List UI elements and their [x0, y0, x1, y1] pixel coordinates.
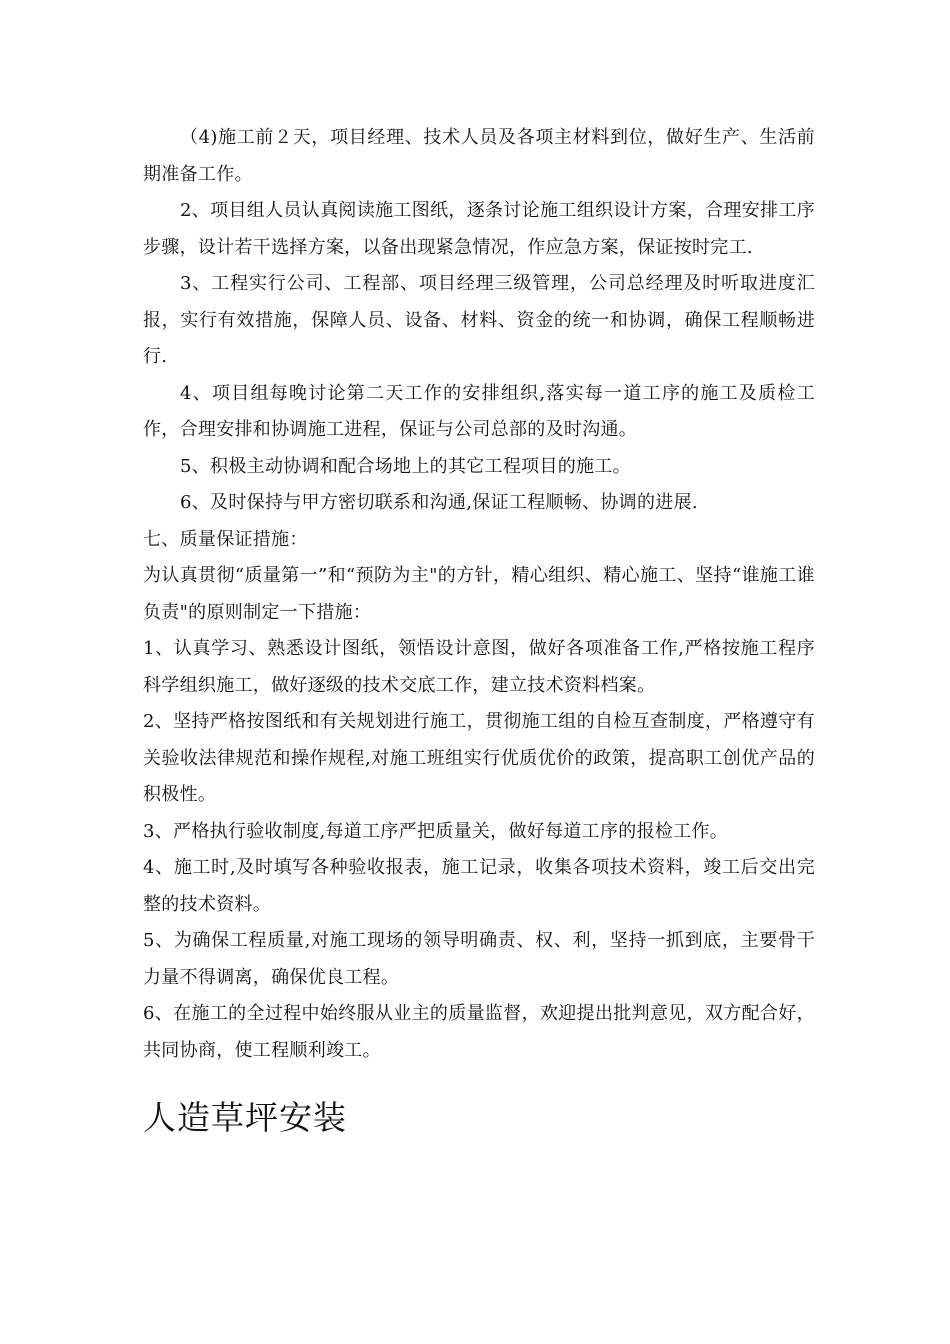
paragraph-item-6: 6、及时保持与甲方密切联系和沟通,保证工程顺畅、协调的进展.: [180, 492, 698, 513]
paragraph-item-2: 2、项目组人员认真阅读施工图纸，逐条讨论施工组织设计方案，合理安排工序步骤，设计若干选择方案，以备出现紧急情况，作应急方案，保证按时完工.: [143, 200, 815, 258]
paragraph-prep-two-days: （4)施工前２天，项目经理、技术人员及各项主材料到位，做好生产、生活前期准备工作。: [143, 127, 815, 185]
paragraph-item-4: 4、项目组每晚讨论第二天工作的安排组织,落实每一道工序的施工及质检工作，合理安排和协调施工进程，保证与公司总部的及时沟通。: [143, 382, 815, 440]
body-text: [143, 120, 815, 1069]
paragraph-quality-2: 2、坚持严格按图纸和有关规划进行施工，贯彻施工组的自检互查制度，严格遵守有关验收法律规范和操作规程,对施工班组实行优质优价的政策，提高职工创优产品的积极性。: [143, 711, 815, 805]
paragraph-item-5: 5、积极主动协调和配合场地上的其它工程项目的施工。: [180, 455, 631, 477]
paragraph-quality-3: 3、严格执行验收制度,每道工序严把质量关，做好每道工序的报检工作。: [143, 820, 729, 842]
section-heading-quality: 七、质量保证措施：: [143, 528, 308, 550]
section-title-artificial-turf: 人造草坪安装: [143, 1098, 347, 1137]
paragraph-quality-intro: 为认真贯彻“质量第一”和“预防为主"的方针，精心组织、精心施工、坚持“谁施工谁负责"的原则制定一下措施：: [143, 565, 815, 623]
paragraph-quality-5: 5、为确保工程质量,对施工现场的领导明确责、权、利，坚持一抓到底，主要骨干力量不得调离，确保优良工程。: [143, 930, 815, 988]
paragraph-quality-4: 4、施工时,及时填写各种验收报表，施工记录，收集各项技术资料，竣工后交出完整的技术资料。: [143, 857, 815, 915]
paragraph-quality-6: 6、在施工的全过程中始终服从业主的质量监督，欢迎提出批判意见，双方配合好，共同协商，使工程顺利竣工。: [143, 1003, 815, 1061]
paragraph-item-3: 3、工程实行公司、工程部、项目经理三级管理，公司总经理及时听取进度汇报，实行有效措施，保障人员、设备、材料、资金的统一和协调，确保工程顺畅进行.: [143, 273, 815, 367]
paragraph-quality-1: 1、认真学习、熟悉设计图纸，领悟设计意图，做好各项准备工作,严格按施工程序科学组织施工，做好逐级的技术交底工作，建立技术资料档案。: [143, 638, 815, 696]
